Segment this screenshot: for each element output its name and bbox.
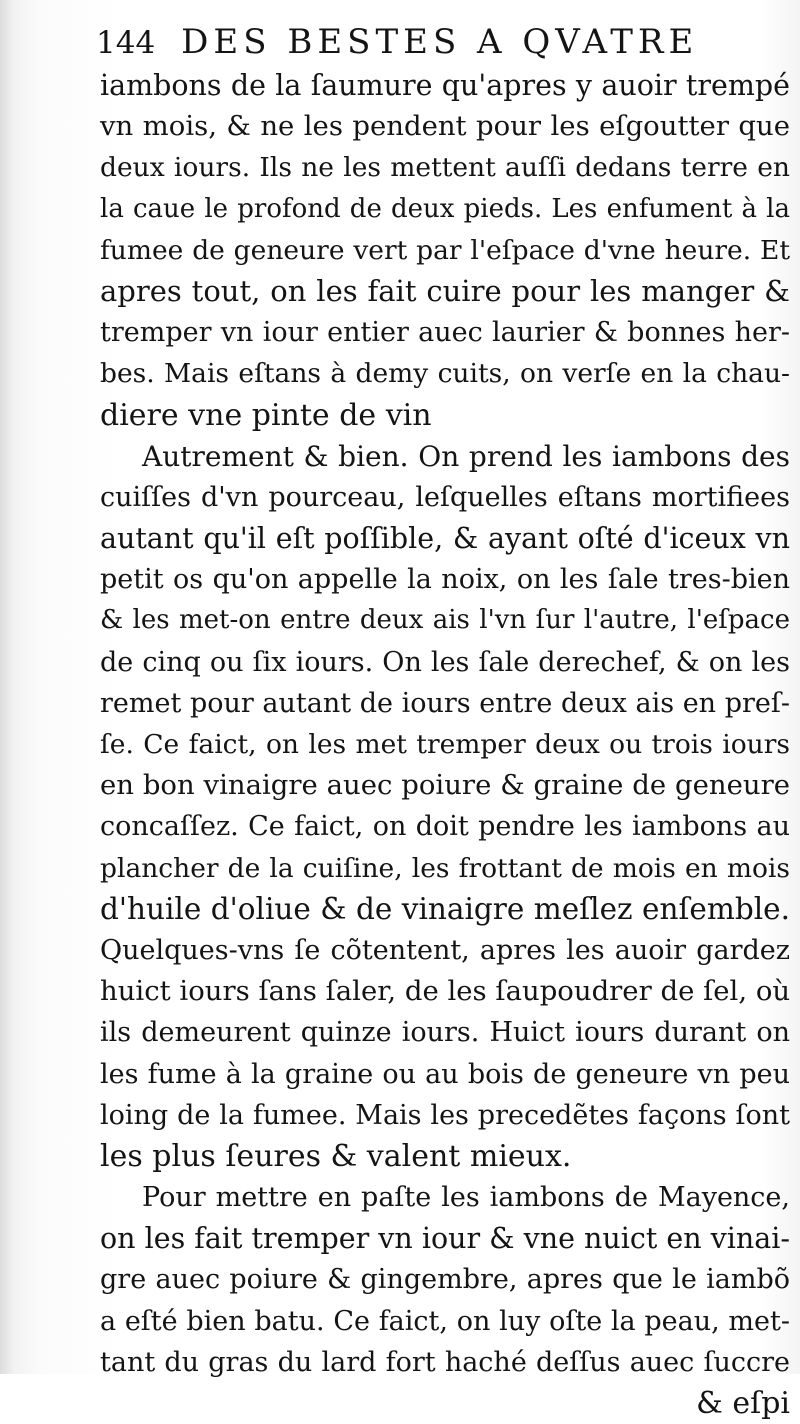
page-number: 144	[96, 25, 156, 61]
text-line: ſe. Ce faict, on les met tremper deux ou trois iours	[100, 729, 790, 760]
text-line: Quelques-vns ſe cõtentent, apres les auoir gardez	[100, 934, 790, 966]
text-line: iambons de la ſaumure qu'apres y auoir trempé	[100, 69, 790, 102]
text-line: a eſté bien batu. Ce faict, on luy oſte la peau, met-	[100, 1305, 790, 1337]
running-head: DES BESTES A QVATRE	[181, 22, 699, 62]
text-line: la caue le profond de deux pieds. Les enfument à la	[100, 193, 790, 224]
text-line: d'huile d'oliue & de vinaigre meſlez enſemble.	[100, 891, 790, 926]
text-line: & les met-on entre deux ais l'vn ſur l'autre, l'eſpace	[100, 605, 790, 636]
text-line: bes. Mais eſtans à demy cuits, on verſe en la chau-	[100, 358, 790, 390]
text-block	[100, 65, 790, 1424]
text-line: remet pour autant de iours entre deux ais en preſ-	[100, 687, 790, 719]
text-line: fumee de geneure vert par l'eſpace d'vne heure. Et	[100, 234, 790, 266]
text-line: on les fait tremper vn iour & vne nuict en vinai-	[100, 1222, 790, 1256]
text-line: loing de la fumee. Mais les precedẽtes façons ſont	[100, 1099, 790, 1131]
text-line: apres tout, on les fait cuire pour les manger &	[100, 273, 790, 308]
text-line: cuiſſes d'vn pourceau, leſquelles eſtans mortifiees	[100, 481, 790, 513]
text-line: concaſſez. Ce faict, on doit pendre les iambons au	[100, 811, 790, 843]
text-line: petit os qu'on appelle la noix, on les ſale tres-bien	[100, 564, 790, 596]
text-line: autant qu'il eſt poſſible, & ayant oſté d'iceux vn	[100, 522, 790, 556]
text-line: les fume à la graine ou au bois de geneure vn peu	[100, 1058, 790, 1090]
text-line: de cinq ou ſix iours. On les ſale derechef, & on les	[100, 646, 790, 678]
page-header	[96, 22, 786, 68]
text-line: tremper vn iour entier auec laurier & bonnes her-	[100, 317, 790, 349]
paragraph-first-line: Pour mettre en paſte les iambons de Mayence,	[142, 1182, 790, 1214]
text-line: diere vne pinte de vin	[100, 397, 432, 433]
text-line: gre auec poiure & gingembre, apres que le iambõ	[100, 1264, 790, 1296]
paragraph-first-line: Autrement & bien. On prend les iambons des	[142, 439, 790, 473]
text-line: deux iours. Ils ne les mettent auſſi dedans terre en	[100, 152, 790, 184]
catchword: & eſpi	[696, 1386, 790, 1421]
text-line: ils demeurent quinze iours. Huict iours durant on	[100, 1017, 790, 1049]
text-line: en bon vinaigre auec poiure & graine de geneure	[100, 769, 790, 802]
text-line: vn mois, & ne les pendent pour les eſgoutter que	[100, 110, 790, 143]
text-line: les plus ſeures & valent mieux.	[100, 1138, 572, 1174]
text-line: huict iours ſans ſaler, de les ſaupoudrer de ſel, où	[100, 975, 791, 1008]
text-line: tant du gras du lard fort haché deſſus auec ſuccre	[100, 1346, 790, 1378]
text-line: plancher de la cuiſine, les frottant de mois en mois	[100, 852, 790, 884]
